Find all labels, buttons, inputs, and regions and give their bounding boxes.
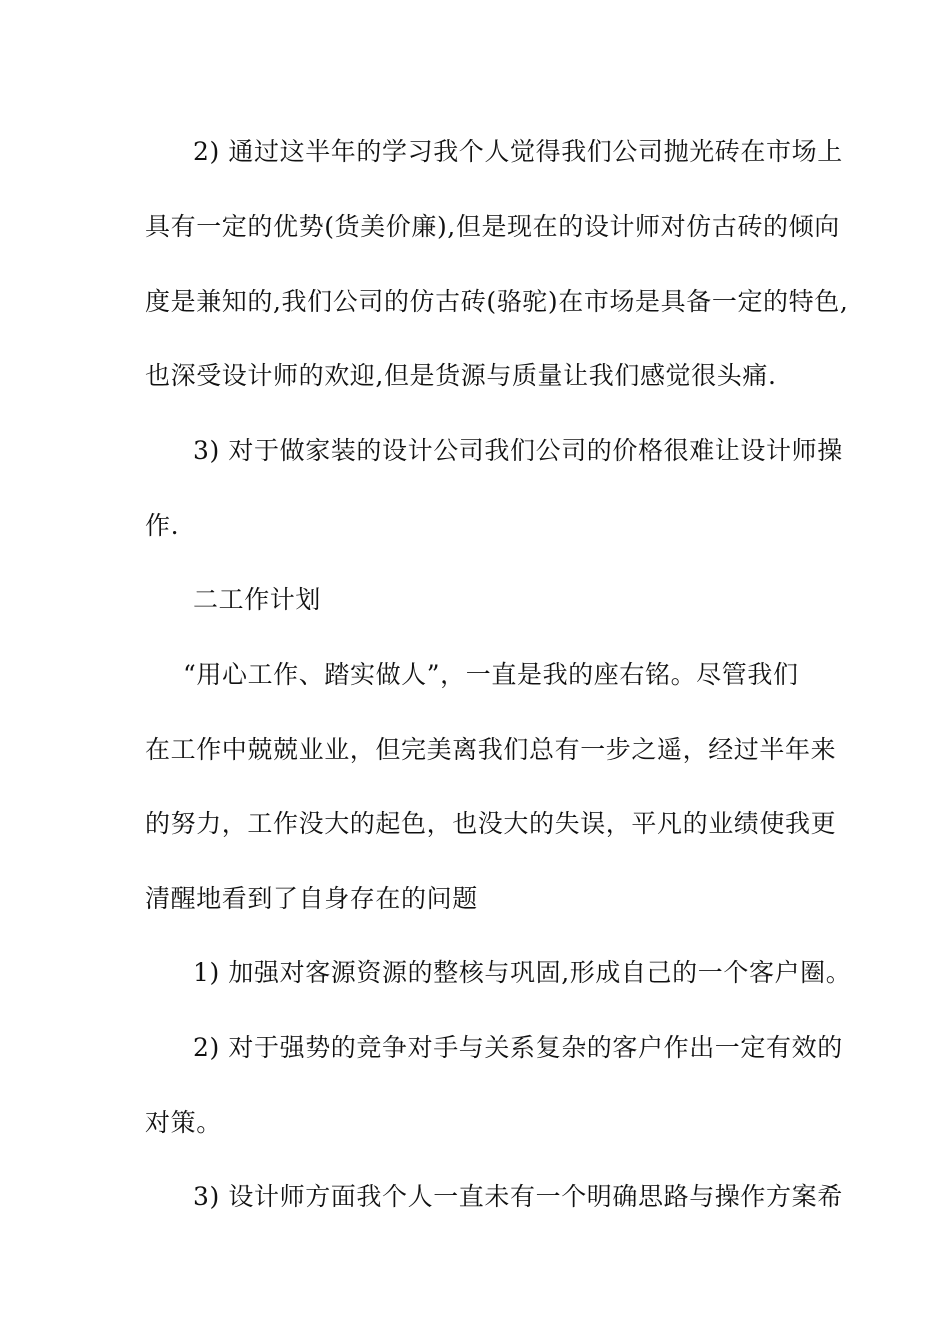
paragraph-line: 清醒地看到了自身存在的问题 [145, 884, 478, 913]
paragraph-line: 3) 对于做家装的设计公司我们公司的价格很难让设计师操 [193, 436, 843, 465]
section-heading: 二工作计划 [193, 585, 322, 614]
paragraph-line: 度是兼知的,我们公司的仿古砖(骆驼)在市场是具备一定的特色, [145, 287, 849, 316]
paragraph-line: 作. [145, 511, 180, 540]
paragraph-line: 在工作中兢兢业业，但完美离我们总有一步之遥，经过半年来 [145, 735, 837, 764]
paragraph-line: 3) 设计师方面我个人一直未有一个明确思路与操作方案希 [193, 1182, 843, 1211]
paragraph-line: 也深受设计师的欢迎,但是货源与质量让我们感觉很头痛. [145, 361, 777, 390]
paragraph-line: 具有一定的优势(货美价廉),但是现在的设计师对仿古砖的倾向 [145, 212, 840, 241]
paragraph-line: 对策。 [145, 1108, 222, 1137]
paragraph-line: 的努力，工作没大的起色，也没大的失误，平凡的业绩使我更 [145, 809, 837, 838]
paragraph-line: 1) 加强对客源资源的整核与巩固,形成自己的一个客户圈。 [193, 958, 852, 987]
paragraph-line: 2) 对于强势的竞争对手与关系复杂的客户作出一定有效的 [193, 1033, 843, 1062]
paragraph-line: 2) 通过这半年的学习我个人觉得我们公司抛光砖在市场上 [193, 137, 843, 166]
paragraph-line: “用心工作、踏实做人”，一直是我的座右铭。尽管我们 [183, 660, 799, 689]
